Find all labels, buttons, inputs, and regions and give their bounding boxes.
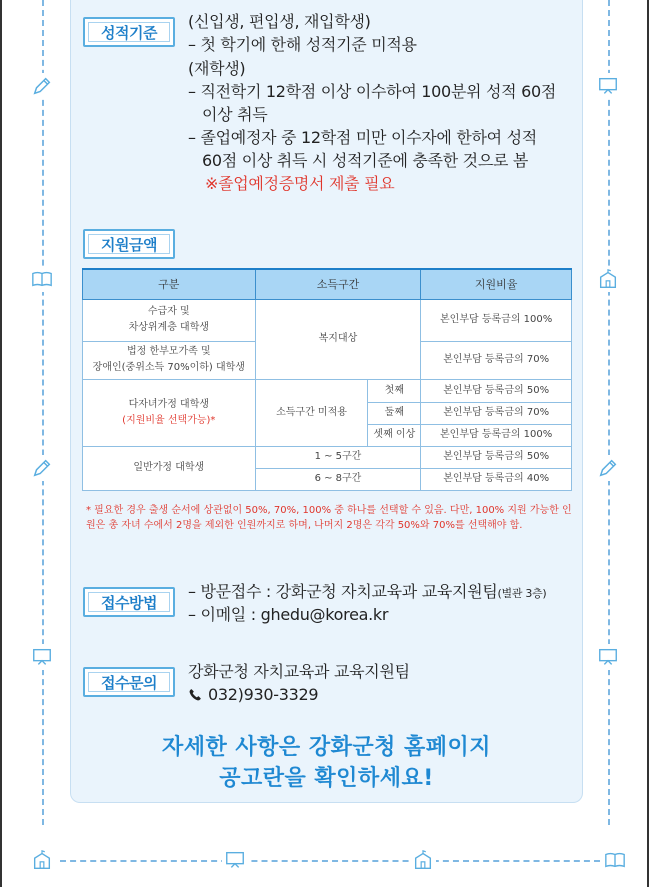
footer-line-1: 자세한 사항은 강화군청 홈페이지 [161,735,491,760]
right-dashed-line [608,0,610,825]
easel-icon [595,73,621,99]
rate-cell: 본인부담 등록금의 40% [421,468,572,490]
rate-cell: 본인부담 등록금의 100% [421,424,572,446]
table-row [83,379,572,402]
income-cell: 6 ~ 8구간 [255,468,421,490]
pencil-icon [29,455,55,481]
criteria-line: (재학생) [188,59,246,78]
child-order-cell: 셋째 이상 [368,424,421,446]
school-icon [29,847,55,873]
rate-cell: 본인부담 등록금의 50% [421,379,572,402]
category-cell: 수급자 및 차상위계층 대학생 [83,299,256,341]
easel-icon [29,644,55,670]
rate-cell: 본인부담 등록금의 70% [421,341,572,379]
pencil-icon [29,73,55,99]
pencil-icon [595,455,621,481]
table-footnote: * 필요한 경우 출생 순서에 상관없이 50%, 70%, 100% 중 하나를 선택할 수 있음. 다만, 100% 지원 가능한 인원은 총 자녀 수에서 2명을 제외한 인원까지로 하며, 나머지 2명은 각각 50%와 70%를 선택해야 함. [86,505,572,531]
amount-tag: 지원금액 [83,229,175,259]
inquiry-team: 강화군청 자치교육과 교육지원팀 [188,662,410,681]
school-icon [410,847,436,873]
header-rate: 지원비율 [421,269,572,299]
child-order-cell: 둘째 [368,402,421,424]
inquiry-phone-row [188,683,318,706]
support-rate-table [82,268,572,491]
easel-icon [222,847,248,873]
criteria-line: 60점 이상 취득 시 성적기준에 충족한 것으로 봄 [202,151,529,170]
rate-cell: 본인부담 등록금의 50% [421,446,572,468]
book-icon [602,847,628,873]
header-category: 구분 [83,269,256,299]
criteria-line: – 직전학기 12학점 이상 이수하여 100분위 성적 60점 [188,82,557,101]
phone-icon [188,688,202,702]
criteria-line: 이상 취득 [202,105,268,124]
category-cell: 일반가정 대학생 [83,446,256,490]
income-cell: 1 ~ 5구간 [255,446,421,468]
criteria-line: (신입생, 편입생, 재입학생) [188,12,371,31]
header-income: 소득구간 [255,269,421,299]
rate-cell: 본인부담 등록금의 100% [421,299,572,341]
required-document-note: ※졸업예정증명서 제출 필요 [205,174,395,193]
table-header-row [83,269,572,299]
book-icon [29,266,55,292]
email-line: – 이메일 : ghedu@korea.kr [188,605,389,624]
method-tag: 접수방법 [83,587,175,617]
table-row [83,446,572,468]
criteria-line: – 졸업예정자 중 12학점 미만 이수자에 한하여 성적 [188,128,537,147]
left-dashed-line [42,0,44,825]
income-cell: 복지대상 [255,299,421,379]
child-order-cell: 첫째 [368,379,421,402]
inquiry-phone-number: 032)930-3329 [208,685,319,704]
easel-icon [595,644,621,670]
visit-line: – 방문접수 : 강화군청 자치교육과 교육지원팀(별관 3층) [188,582,547,601]
school-icon [595,266,621,292]
criteria-line: – 첫 학기에 한해 성적기준 미적용 [188,35,417,54]
category-cell: 법정 한부모가족 및 장애인(중위소득 70%이하) 대학생 [83,341,256,379]
category-cell: 다자녀가정 대학생 (지원비율 선택가능)* [83,379,256,446]
footer-line-2: 공고란을 확인하세요! [219,766,434,791]
inquiry-tag: 접수문의 [83,667,175,697]
income-cell: 소득구간 미적용 [255,379,368,446]
criteria-tag: 성적기준 [83,17,175,47]
table-row [83,299,572,341]
rate-cell: 본인부담 등록금의 70% [421,402,572,424]
bottom-dashed-line [60,860,600,862]
